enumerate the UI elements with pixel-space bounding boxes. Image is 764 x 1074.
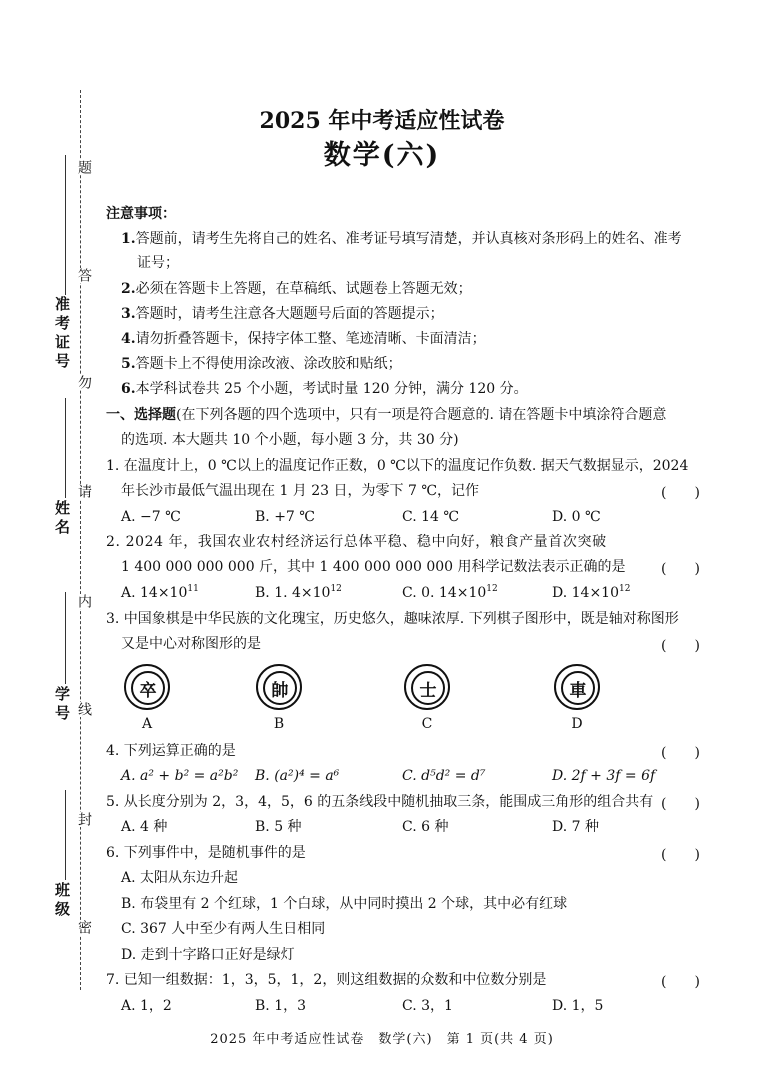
question-5-text: 5. 从长度分别为 2，3，4，5，6 的五条线段中随机抽取三条，能围成三角形的组合共有 bbox=[106, 794, 654, 810]
class-fill-line[interactable] bbox=[65, 790, 66, 880]
note-item: 5.答题卡上不得使用涂改液、涂改胶和贴纸； bbox=[121, 356, 402, 372]
question-6-text: 6. 下列事件中，是随机事件的是 bbox=[106, 845, 306, 861]
question-2-text-cont: 1 400 000 000 000 斤，其中 1 400 000 000 000 用科学记数法表示正确的是 bbox=[121, 559, 626, 575]
name-label: 姓名 bbox=[53, 500, 71, 538]
question-3-text-cont: 又是中心对称图形的是 bbox=[121, 636, 261, 652]
page-footer: 2025 年中考适应性试卷 数学(六) 第 1 页(共 4 页) bbox=[210, 1032, 554, 1047]
question-1-text: 1. 在温度计上，0 ℃以上的温度记作正数，0 ℃以下的温度记作负数. 据天气数据显示，2024 bbox=[106, 458, 689, 474]
class-label: 班级 bbox=[53, 882, 71, 920]
note-item: 2.必须在答题卡上答题，在草稿纸、试题卷上答题无效； bbox=[121, 281, 472, 297]
answer-bracket: ( ) bbox=[661, 796, 700, 812]
seal-char: 密 bbox=[76, 920, 92, 935]
seal-char: 线 bbox=[76, 702, 92, 717]
seal-char: 内 bbox=[76, 594, 92, 609]
option-d: D. 2f + 3f = 6f bbox=[552, 768, 656, 784]
student-number-label: 学号 bbox=[53, 686, 71, 724]
option-c: C. 6 种 bbox=[402, 819, 449, 835]
exam-title: 2025 年中考适应性试卷 bbox=[259, 108, 505, 134]
option-a: A. 太阳从东边升起 bbox=[121, 870, 239, 886]
seal-char: 勿 bbox=[76, 375, 92, 390]
seal-char: 封 bbox=[76, 812, 92, 827]
option-b: B. 1，3 bbox=[255, 998, 307, 1014]
section-description: 的选项. 本大题共 10 个小题，每小题 3 分，共 30 分) bbox=[121, 432, 459, 448]
student-number-fill-line[interactable] bbox=[65, 592, 66, 684]
answer-bracket: ( ) bbox=[661, 485, 700, 501]
seal-char: 答 bbox=[76, 268, 92, 283]
option-b: B. +7 ℃ bbox=[255, 509, 315, 525]
figure-label: D bbox=[571, 716, 583, 732]
seal-char: 请 bbox=[76, 484, 92, 499]
option-b: B. (a²)⁴ = a⁶ bbox=[255, 768, 340, 784]
note-item-continued: 证号； bbox=[137, 255, 179, 271]
option-a: A. $14\times 10^{11}$ bbox=[121, 584, 199, 601]
option-d: D. 7 种 bbox=[552, 819, 599, 835]
note-item: 4.请勿折叠答题卡，保持字体工整、笔迹清晰、卡面清洁； bbox=[121, 331, 486, 347]
figure-label: A bbox=[141, 716, 153, 732]
answer-bracket: ( ) bbox=[661, 745, 700, 761]
figure-label: C bbox=[421, 716, 433, 732]
option-b: B. 布袋里有 2 个红球，1 个白球，从中同时摸出 2 个球，其中必有红球 bbox=[121, 896, 568, 912]
name-fill-line[interactable] bbox=[65, 398, 66, 498]
note-item: 1.答题前，请考生先将自己的姓名、准考证号填写清楚，并认真核对条形码上的姓名、准考 bbox=[121, 231, 682, 247]
exam-id-label: 准考证号 bbox=[53, 296, 71, 372]
option-a: A. 4 种 bbox=[121, 819, 168, 835]
option-d: D. 1，5 bbox=[552, 998, 604, 1014]
answer-bracket: ( ) bbox=[661, 847, 700, 863]
answer-bracket: ( ) bbox=[661, 561, 700, 577]
option-c: C. 3，1 bbox=[402, 998, 453, 1014]
notes-heading: 注意事项： bbox=[106, 206, 176, 222]
option-a: A. a² + b² = a²b² bbox=[121, 768, 239, 784]
note-item: 6.本学科试卷共 25 个小题，考试时量 120 分钟，满分 120 分。 bbox=[121, 381, 528, 397]
answer-bracket: ( ) bbox=[661, 638, 700, 654]
figure-label: B bbox=[273, 716, 285, 732]
exam-id-fill-line[interactable] bbox=[65, 155, 66, 295]
question-1-text-cont: 年长沙市最低气温出现在 1 月 23 日，为零下 7 ℃，记作 bbox=[121, 483, 479, 499]
chess-piece-zu-icon: 卒 bbox=[124, 664, 170, 710]
question-4-text: 4. 下列运算正确的是 bbox=[106, 743, 236, 759]
option-d: D. 走到十字路口正好是绿灯 bbox=[121, 947, 295, 963]
exam-subject: 数学(六) bbox=[323, 140, 441, 171]
question-3-text: 3. 中国象棋是中华民族的文化瑰宝，历史悠久，趣味浓厚. 下列棋子图形中，既是轴对称图形 bbox=[106, 611, 679, 627]
option-c: C. 0. $14\times 10^{12}$ bbox=[402, 584, 498, 601]
option-d: D. 0 ℃ bbox=[552, 509, 601, 525]
question-7-text: 7. 已知一组数据：1，3，5，1，2，则这组数据的众数和中位数分别是 bbox=[106, 972, 547, 988]
answer-bracket: ( ) bbox=[661, 974, 700, 990]
option-a: A. 1，2 bbox=[121, 998, 172, 1014]
chess-piece-shuai-icon: 帥 bbox=[256, 664, 302, 710]
section-heading: 一、选择题(在下列各题的四个选项中，只有一项是符合题意的. 请在答题卡中填涂符合题意 bbox=[106, 407, 667, 423]
option-b: B. 1. $4\times 10^{12}$ bbox=[255, 584, 342, 601]
option-d: D. $14\times 10^{12}$ bbox=[552, 584, 631, 601]
chess-piece-ju-icon: 車 bbox=[554, 664, 600, 710]
note-item: 3.答题时，请考生注意各大题题号后面的答题提示； bbox=[121, 306, 444, 322]
option-c: C. d⁵d² = d⁷ bbox=[402, 768, 486, 784]
option-b: B. 5 种 bbox=[255, 819, 302, 835]
option-c: C. 367 人中至少有两人生日相同 bbox=[121, 921, 326, 937]
chess-piece-shi-icon: 士 bbox=[404, 664, 450, 710]
option-c: C. 14 ℃ bbox=[402, 509, 460, 525]
option-a: A. −7 ℃ bbox=[121, 509, 181, 525]
seal-char: 题 bbox=[76, 160, 92, 175]
binding-dashed-line bbox=[80, 90, 81, 990]
question-2-text: 2. 2024 年，我国农业农村经济运行总体平稳、稳中向好，粮食产量首次突破 bbox=[106, 534, 607, 550]
